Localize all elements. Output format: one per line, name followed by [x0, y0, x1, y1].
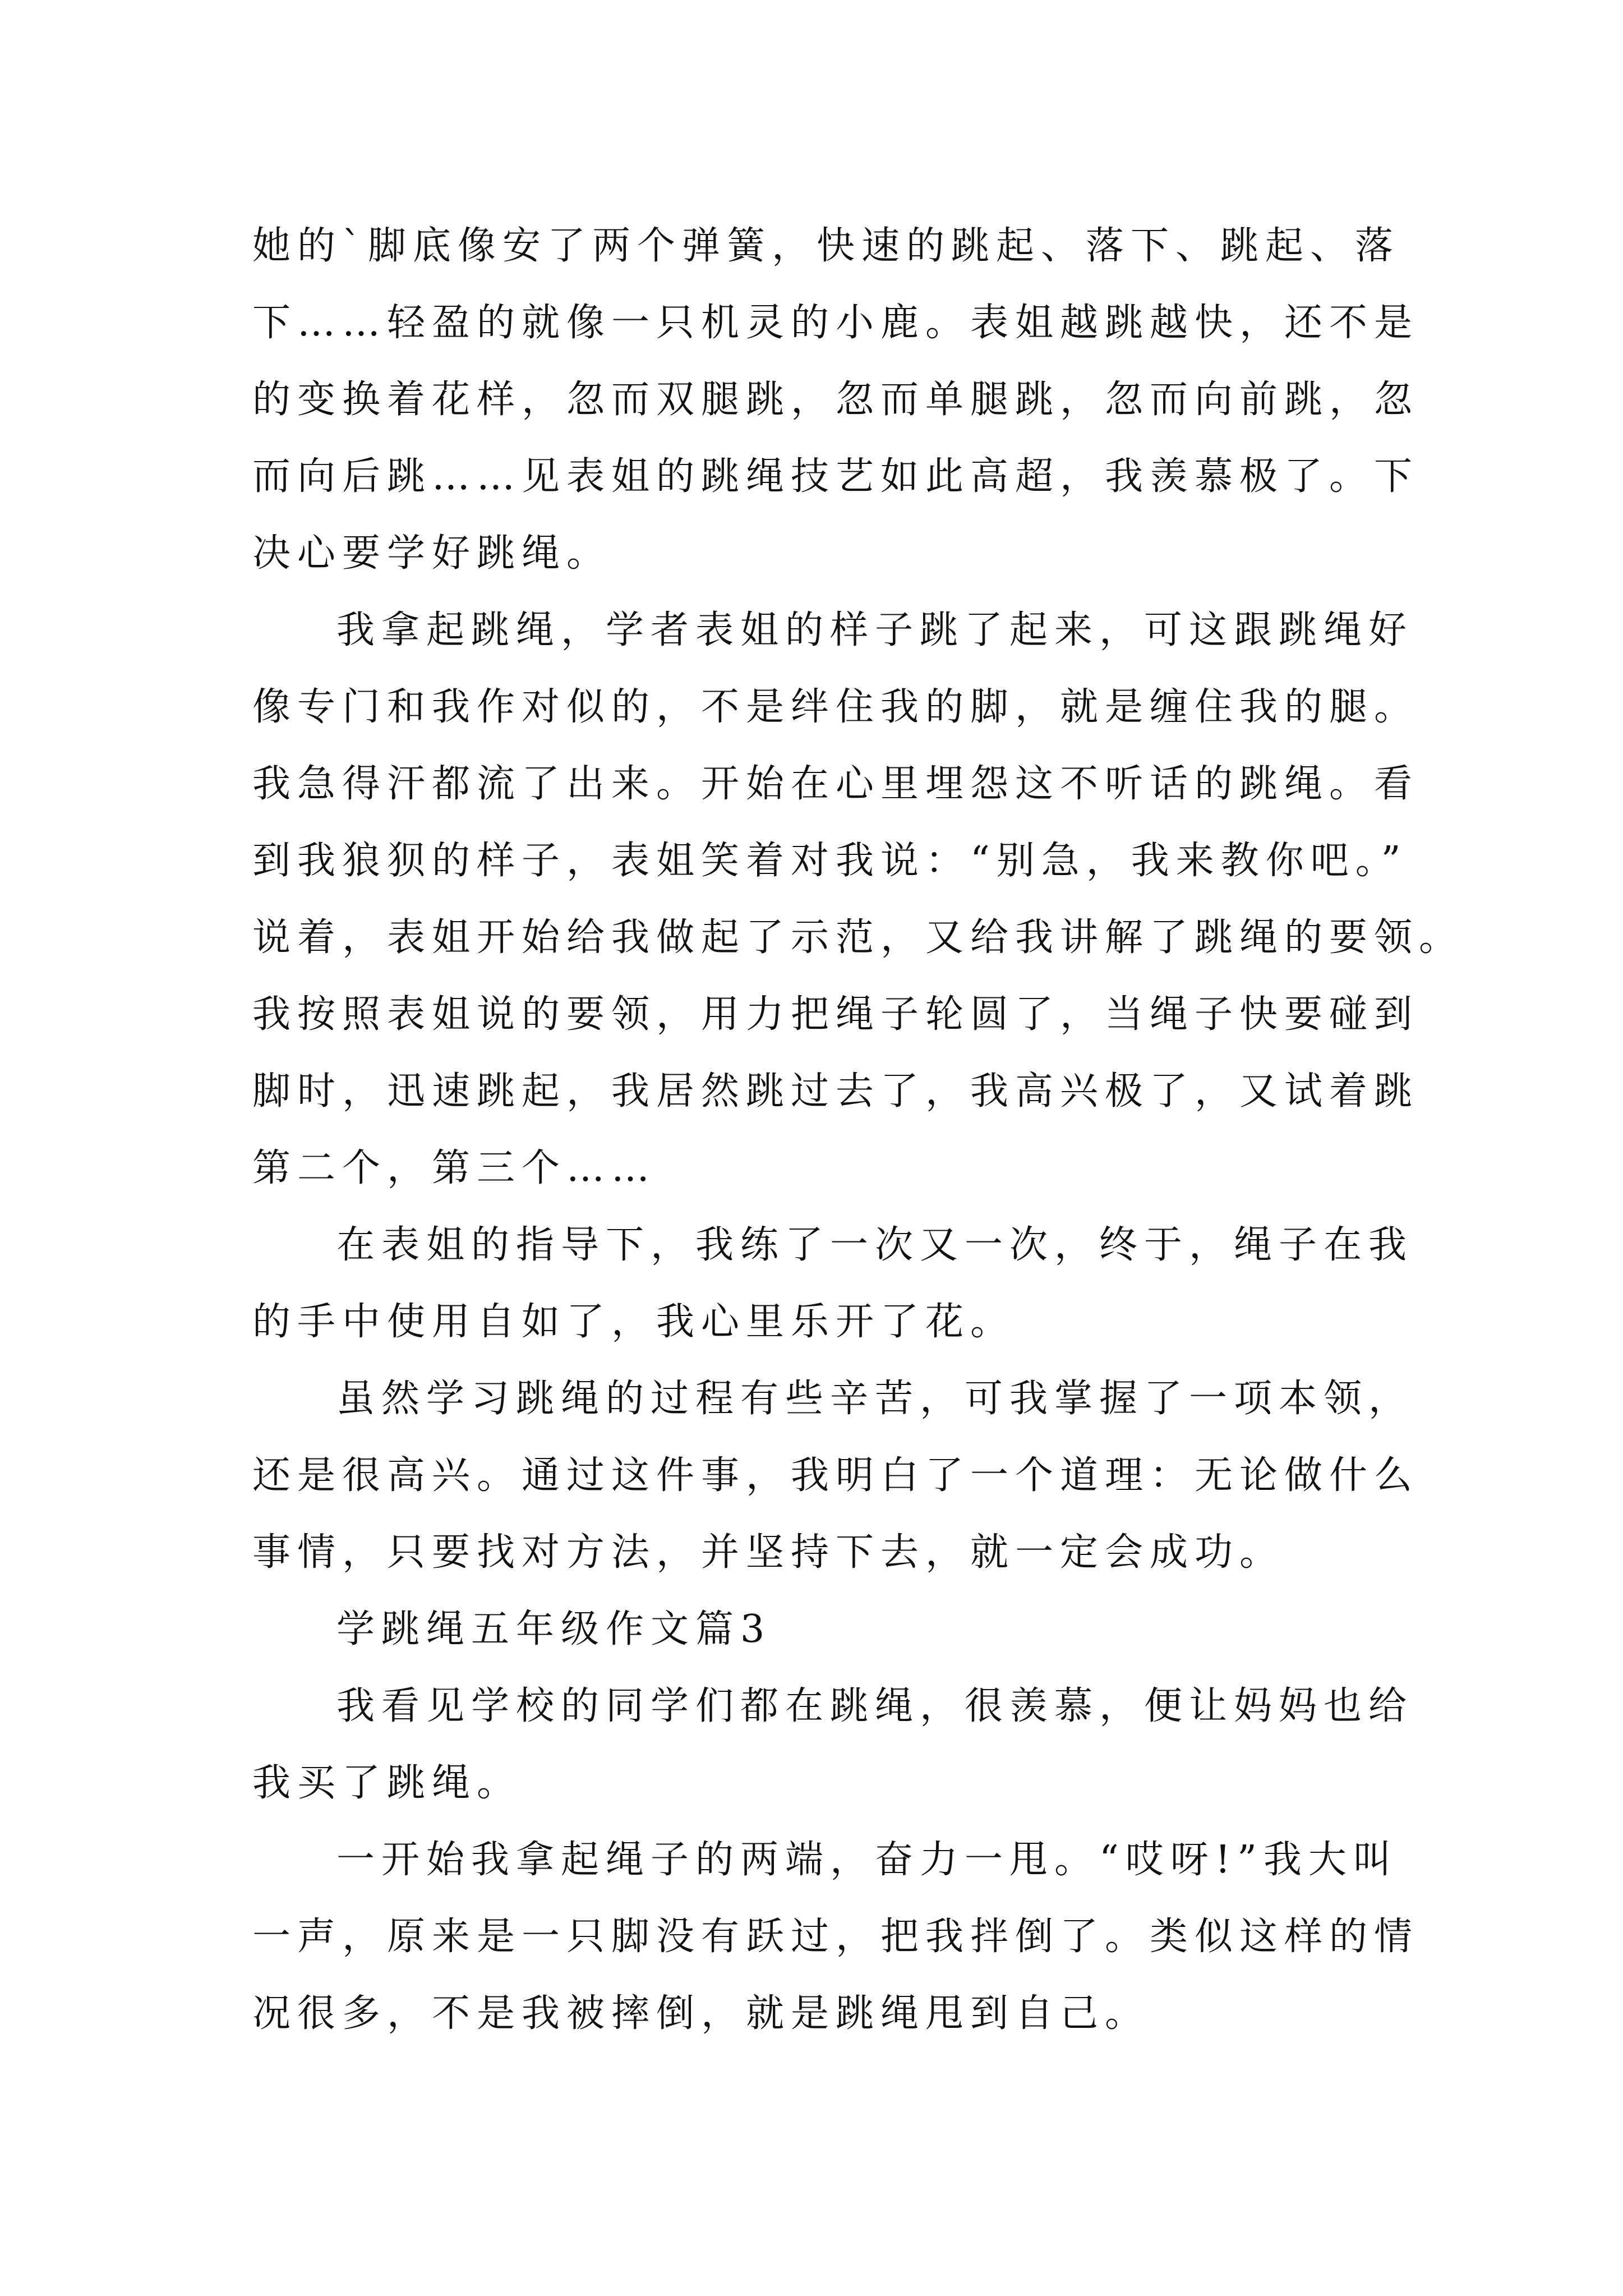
- paragraph: [252, 1821, 1419, 2052]
- text-line: 我急得汗都流了出来。开始在心里埋怨这不听话的跳绳。看: [252, 762, 1419, 806]
- text-line: 在表姐的指导下，我练了一次又一次，终于，绳子在我: [336, 1223, 1414, 1267]
- paragraph: [252, 1668, 1414, 1821]
- text-line: 第二个，第三个……: [252, 1146, 657, 1190]
- text-line: 到我狼狈的样子，表姐笑着对我说：“别急，我来教你吧。”: [252, 839, 1408, 883]
- text-line: 一开始我拿起绳子的两端，奋力一甩。“哎呀!”我大叫: [336, 1838, 1398, 1882]
- heading-line: 学跳绳五年级作文篇3: [336, 1607, 772, 1651]
- text-line: 虽然学习跳绳的过程有些辛苦，可我掌握了一项本领，: [336, 1377, 1414, 1421]
- paragraph: [252, 592, 1464, 1207]
- paragraph: [252, 1360, 1419, 1591]
- text-line: 而向后跳……见表姐的跳绳技艺如此高超，我羡慕极了。下: [252, 454, 1419, 499]
- paragraph: [252, 1207, 1414, 1360]
- text-line: 我买了跳绳。: [252, 1761, 522, 1805]
- text-line: 我拿起跳绳，学者表姐的样子跳了起来，可这跟跳绳好: [336, 608, 1414, 652]
- text-line: 事情，只要找对方法，并坚持下去，就一定会成功。: [252, 1530, 1285, 1575]
- paragraph: [252, 208, 1419, 592]
- text-line: 决心要学好跳绳。: [252, 531, 612, 576]
- text-line: 下……轻盈的就像一只机灵的小鹿。表姐越跳越快，还不是: [252, 301, 1419, 345]
- text-line: 的变换着花样，忽而双腿跳，忽而单腿跳，忽而向前跳，忽: [252, 378, 1419, 422]
- text-line: 像专门和我作对似的，不是绊住我的脚，就是缠住我的腿。: [252, 685, 1419, 729]
- section-heading: [252, 1591, 1380, 1668]
- text-line: 我看见学校的同学们都在跳绳，很羡慕，便让妈妈也给: [336, 1684, 1414, 1728]
- text-line: 况很多，不是我被摔倒，就是跳绳甩到自己。: [252, 1991, 1150, 2036]
- text-line: 的手中使用自如了，我心里乐开了花。: [252, 1300, 1016, 1344]
- text-line: 她的`脚底像安了两个弹簧，快速的跳起、落下、跳起、落: [252, 224, 1400, 268]
- text-line: 一声，原来是一只脚没有跃过，把我拌倒了。类似这样的情: [252, 1915, 1419, 1959]
- text-line: 还是很高兴。通过这件事，我明白了一个道理：无论做什么: [252, 1453, 1419, 1498]
- text-line: 脚时，迅速跳起，我居然跳过去了，我高兴极了，又试着跳: [252, 1069, 1419, 1114]
- text-line: 我按照表姐说的要领，用力把绳子轮圆了，当绳子快要碰到: [252, 992, 1419, 1037]
- document-page: [252, 208, 1464, 2052]
- text-line: 说着，表姐开始给我做起了示范，又给我讲解了跳绳的要领。: [252, 915, 1464, 960]
